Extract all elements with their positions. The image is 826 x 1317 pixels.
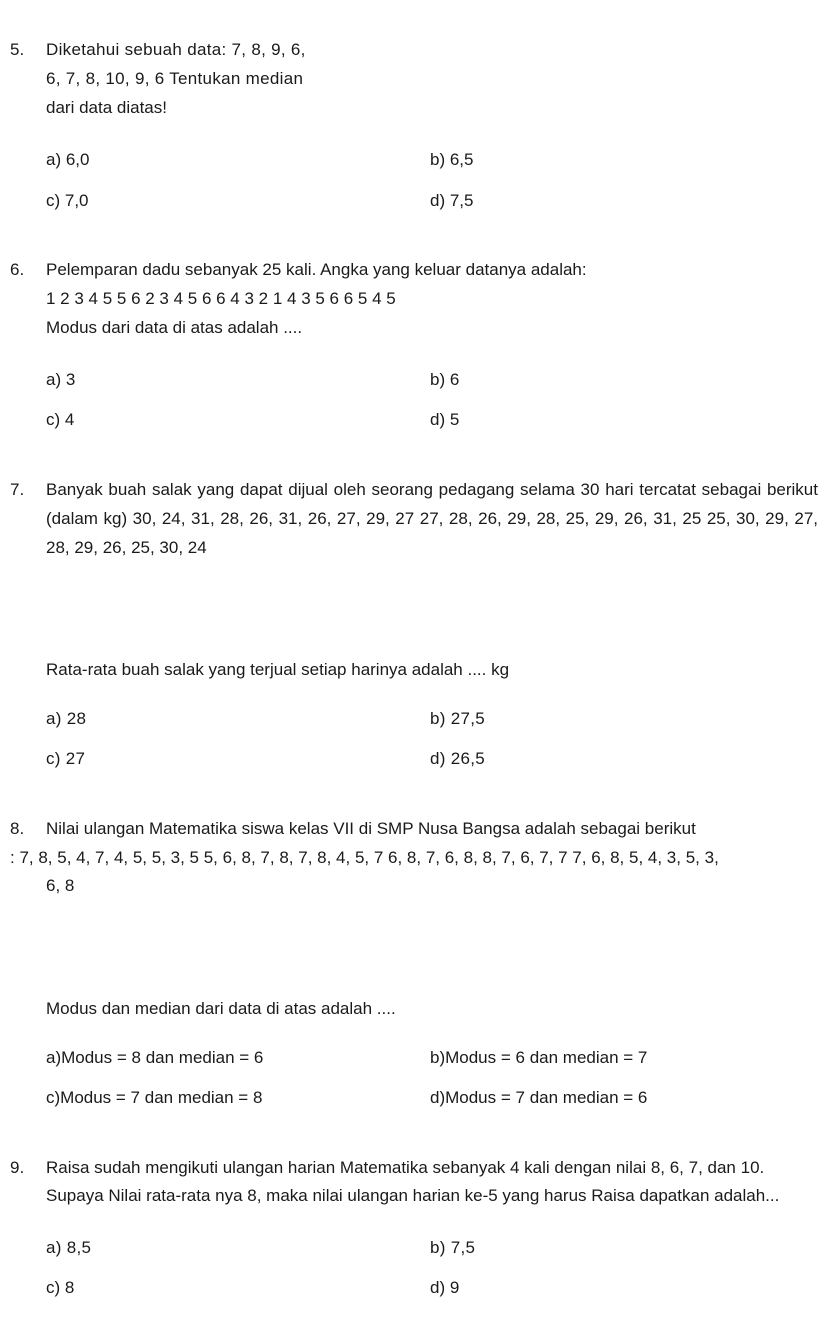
question-number: 8. (10, 819, 25, 838)
option-a[interactable]: a) 3 (46, 370, 76, 389)
option-b[interactable]: b)Modus = 6 dan median = 7 (430, 1048, 648, 1067)
question-text-line: Raisa sudah mengikuti ulangan harian Matematika sebanyak 4 kali dengan nilai 8, 6, 7, dan 10. (46, 1158, 765, 1177)
option-d[interactable]: d) 5 (430, 410, 460, 429)
question-number: 7. (10, 480, 25, 499)
option-b[interactable]: b) 7,5 (430, 1238, 476, 1257)
question-data-line: : 7, 8, 5, 4, 7, 4, 5, 5, 3, 5 5, 6, 8, 7, 8, 7, 8, 4, 5, 7 6, 8, 7, 6, 8, 8, 7, 6, 7, 7 7, 6, 8, 5, 4, 3, 5, 3, (10, 848, 719, 867)
question-text-line: Nilai ulangan Matematika siswa kelas VII di SMP Nusa Bangsa adalah sebagai berikut (46, 819, 696, 838)
question-prompt: Modus dan median dari data di atas adalah .... (46, 999, 396, 1018)
question-text-line: dari data diatas! (46, 98, 167, 117)
question-data-line: 6, 8 (46, 876, 75, 895)
question-data-line: 1 2 3 4 5 5 6 2 3 4 5 6 6 4 3 2 1 4 3 5 6 6 5 4 5 (46, 289, 396, 308)
option-c[interactable]: c) 4 (46, 410, 75, 429)
option-c[interactable]: c) 7,0 (46, 191, 89, 210)
question-paragraph: Banyak buah salak yang dapat dijual oleh seorang pedagang selama 30 hari tercatat sebagai berikut (dalam kg) 30, 24, 31, 28, 26, 31, 26, 27, 29, 27 27, 28, 26, 29, 28, 25, 29, 26, 31, 25 25, 30, 29, 27, 28, 29, 26, 25, 30, 24 (46, 480, 818, 557)
option-a[interactable]: a) 6,0 (46, 150, 90, 169)
option-a[interactable]: a)Modus = 8 dan median = 6 (46, 1048, 264, 1067)
option-a[interactable]: a) 28 (46, 709, 87, 728)
question-prompt: Modus dari data di atas adalah .... (46, 318, 303, 337)
question-text-line: Diketahui sebuah data: 7, 8, 9, 6, (46, 40, 306, 59)
option-d[interactable]: d) 9 (430, 1278, 460, 1297)
question-number: 5. (10, 40, 25, 59)
question-number: 9. (10, 1158, 25, 1177)
option-d[interactable]: d) 7,5 (430, 191, 474, 210)
option-b[interactable]: b) 27,5 (430, 709, 486, 728)
option-c[interactable]: c)Modus = 7 dan median = 8 (46, 1088, 263, 1107)
question-number: 6. (10, 260, 25, 279)
question-text-line: 6, 7, 8, 10, 9, 6 Tentukan median (46, 69, 304, 88)
option-a[interactable]: a) 8,5 (46, 1238, 92, 1257)
question-text-line: Pelemparan dadu sebanyak 25 kali. Angka yang keluar datanya adalah: (46, 260, 587, 279)
option-d[interactable]: d)Modus = 7 dan median = 6 (430, 1088, 648, 1107)
question-text-line: Supaya Nilai rata-rata nya 8, maka nilai ulangan harian ke-5 yang harus Raisa dapatkan adalah... (46, 1186, 780, 1205)
option-d[interactable]: d) 26,5 (430, 749, 486, 768)
option-b[interactable]: b) 6,5 (430, 150, 474, 169)
option-c[interactable]: c) 27 (46, 749, 86, 768)
option-c[interactable]: c) 8 (46, 1278, 75, 1297)
question-prompt: Rata-rata buah salak yang terjual setiap harinya adalah .... kg (46, 660, 510, 679)
option-b[interactable]: b) 6 (430, 370, 460, 389)
